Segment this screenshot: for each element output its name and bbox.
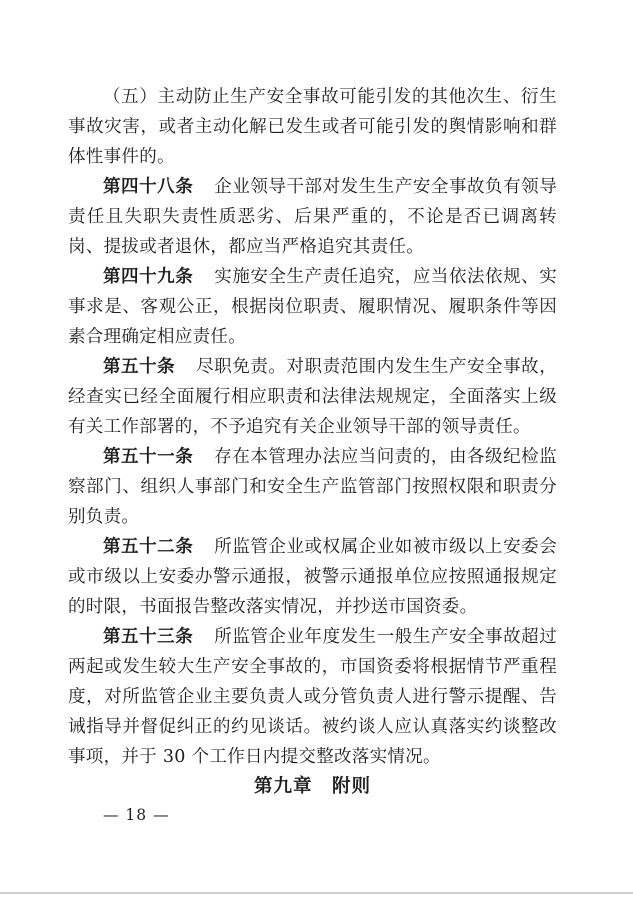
paragraph-text: 存在本管理办法应当问责的，由各级纪检监察部门、组织人事部门和安全生产监管部门按照权限和职责分别负责。: [68, 447, 558, 527]
paragraph-article-49: [68, 262, 557, 352]
article-number: 第四十八条: [103, 177, 194, 197]
paragraph-text: 所监管企业年度发生一般生产安全事故超过两起或发生较大生产安全事故的，市国资委将根据情节严重程度，对所监管企业主要负责人或分管负责人进行警示提醒、告诫指导并督促纠正的约见谈话。被约谈人应认真落实约谈整改事项，并于 30 个工作日内提交整改落实情况。: [68, 627, 558, 767]
paragraph-text: 企业领导干部对发生生产安全事故负有领导责任且失职失责性质恶劣、后果严重的，不论是否已调离转岗、提拔或者退休，都应当严格追究其责任。: [68, 177, 558, 257]
document-body: [68, 82, 557, 802]
article-number: 第五十条: [103, 357, 176, 377]
page-bottom-divider: [0, 892, 633, 894]
paragraph-text: （五）主动防止生产安全事故可能引发的其他次生、衍生事故灾害，或者主动化解已发生或者可能引发的舆情影响和群体性事件的。: [68, 87, 557, 167]
paragraph-article-52: [68, 532, 557, 622]
paragraph-article-50: [68, 352, 557, 442]
article-number: 第五十一条: [103, 447, 194, 467]
paragraph-text: 尽职免责。对职责范围内发生生产安全事故，经查实已经全面履行相应职责和法律法规规定，全面落实上级有关工作部署的，不予追究有关企业领导干部的领导责任。: [68, 357, 558, 437]
paragraph-article-53: [68, 622, 557, 772]
page-number: — 18 —: [103, 806, 170, 824]
article-number: 第四十九条: [103, 267, 194, 287]
article-number: 第五十三条: [103, 627, 194, 647]
article-number: 第五十二条: [103, 537, 194, 557]
paragraph-article-51: [68, 442, 557, 532]
paragraph-clause-5: [68, 82, 557, 172]
chapter-heading: 第九章 附则: [253, 776, 371, 797]
paragraph-text: 实施安全生产责任追究，应当依法依规、实事求是、客观公正，根据岗位职责、履职情况、履职条件等因素合理确定相应责任。: [68, 267, 558, 347]
paragraph-text: 所监管企业或权属企业如被市级以上安委会或市级以上安委办警示通报，被警示通报单位应按照通报规定的时限，书面报告整改落实情况，并抄送市国资委。: [68, 537, 558, 617]
paragraph-article-48: [68, 172, 557, 262]
